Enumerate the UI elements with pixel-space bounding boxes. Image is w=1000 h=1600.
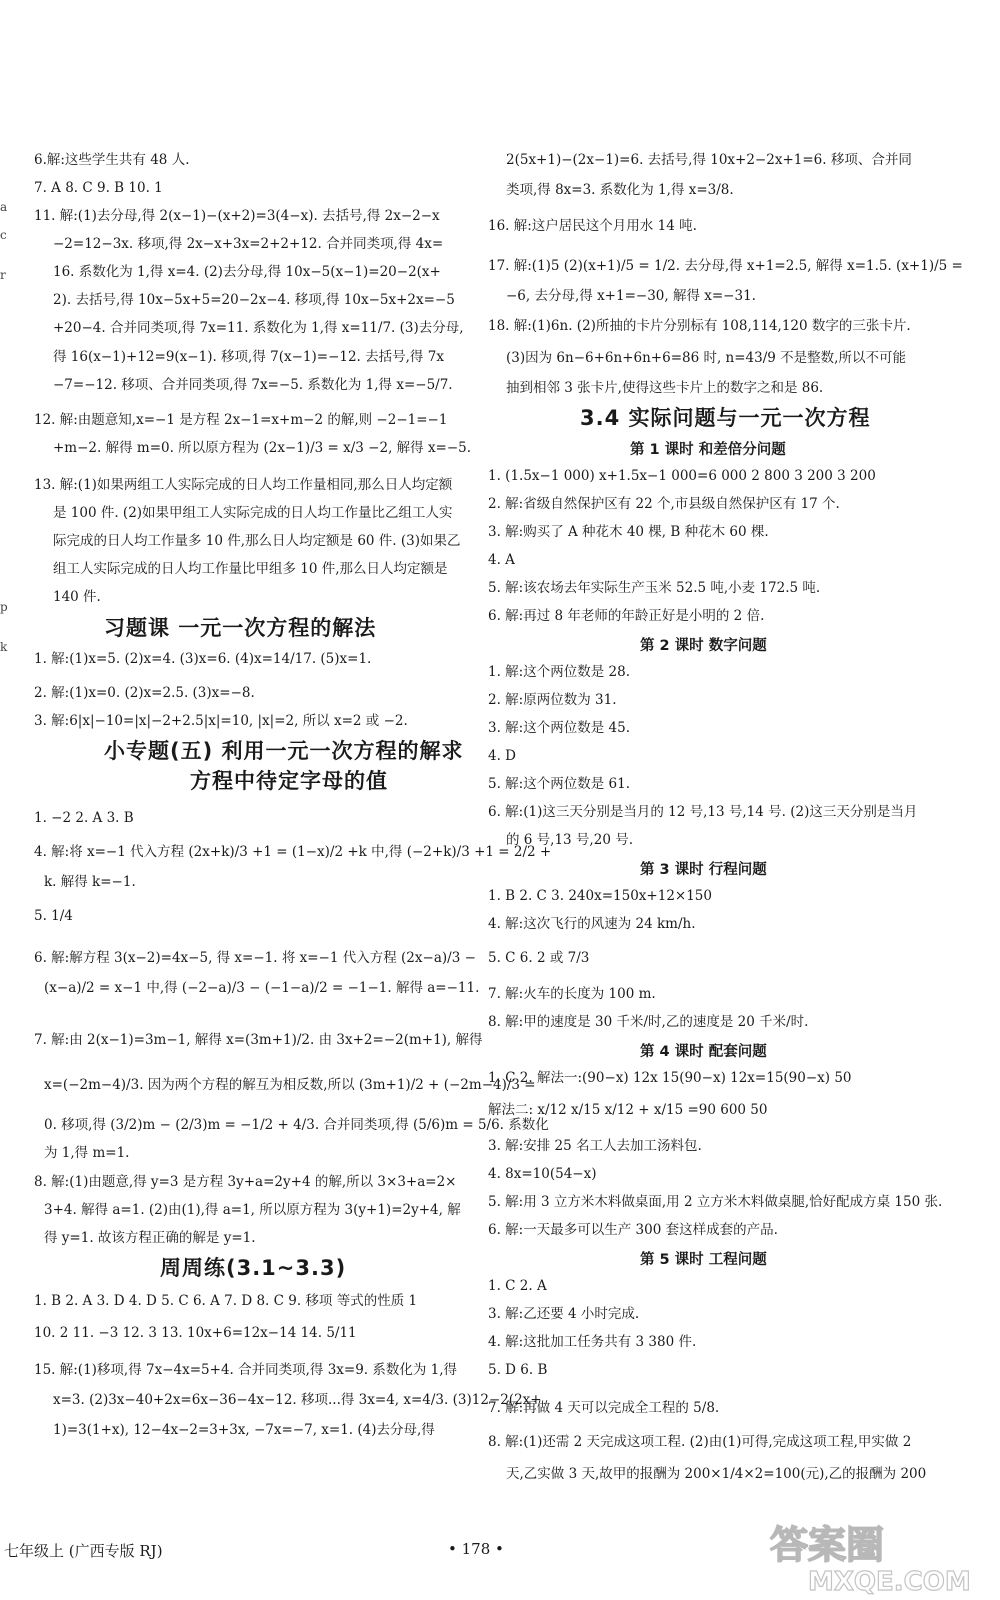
answer-line: 得 y=1. 故该方程正确的解是 y=1. (44, 1230, 256, 1246)
answer-line: 1. 解:这个两位数是 28. (488, 664, 630, 680)
answer-line: 7. A 8. C 9. B 10. 1 (34, 180, 163, 196)
edge-mark-3: r (0, 268, 6, 282)
answer-line: 1. B 2. A 3. D 4. D 5. C 6. A 7. D 8. C 9. 移项 等式的性质 1 (34, 1293, 418, 1309)
answer-line: 12. 解:由题意知,x=−1 是方程 2x−1=x+m−2 的解,则 −2−1=−1 (34, 412, 448, 428)
answer-line: 2. 解:原两位数为 31. (488, 692, 617, 708)
answer-line: 2). 去括号,得 10x−5x+5=20−2x−4. 移项,得 10x−5x+2x=−5 (53, 292, 455, 308)
answer-line: 3. 解:这个两位数是 45. (488, 720, 630, 736)
answer-line: 得 16(x−1)+12=9(x−1). 移项,得 7(x−1)=−12. 去括号,得 7x (53, 349, 444, 365)
answer-line: 7. 解:由 2(x−1)=3m−1, 解得 x=(3m+1)/2. 由 3x+2=−2(m+1), 解得 (34, 1032, 483, 1048)
edge-mark-4: p (0, 600, 8, 614)
answer-line: 天,乙实做 3 天,故甲的报酬为 200×1/4×2=100(元),乙的报酬为 200 (506, 1466, 927, 1482)
answer-line: 是 100 件. (2)如果甲组工人实际完成的日人均工作量比乙组工人实 (53, 505, 453, 521)
answer-line: 5. D 6. B (488, 1362, 548, 1378)
answer-line: 际完成的日人均工作量多 10 件,那么日人均定额是 60 件. (3)如果乙 (53, 533, 461, 549)
answer-line: 7. 解:再做 4 天可以完成全工程的 5/8. (488, 1400, 720, 1416)
answer-line: x=3. (2)3x−40+2x=6x−36−4x−12. 移项...得 3x=4, x=4/3. (3)12−2(2x+ (53, 1392, 542, 1408)
answer-line: 1. B 2. C 3. 240x=150x+12×150 (488, 888, 712, 904)
section-heading: 3.4 实际问题与一元一次方程 (580, 406, 871, 430)
section-heading: 小专题(五) 利用一元一次方程的解求 (104, 739, 464, 763)
section-heading: 方程中待定字母的值 (190, 769, 388, 793)
answer-line: 8. 解:(1)由题意,得 y=3 是方程 3y+a=2y+4 的解,所以 3×3+a=2× (34, 1174, 457, 1190)
answer-line: 3. 解:购买了 A 种花木 40 棵, B 种花木 60 棵. (488, 524, 769, 540)
answer-line: 1. 解:(1)x=5. (2)x=4. (3)x=6. (4)x=14/17. (5)x=1. (34, 651, 372, 667)
answer-line: 1. −2 2. A 3. B (34, 810, 134, 826)
answer-line: 8. 解:(1)还需 2 天完成这项工程. (2)由(1)可得,完成这项工程,甲实做 2 (488, 1434, 912, 1450)
footer-book-label: 七年级上 (广西专版 RJ) (4, 1542, 163, 1560)
answer-line: 2(5x+1)−(2x−1)=6. 去括号,得 10x+2−2x+1=6. 移项、合并同 (506, 152, 912, 168)
answer-line: 8. 解:甲的速度是 30 千米/时,乙的速度是 20 千米/时. (488, 1014, 809, 1030)
answer-line: 18. 解:(1)6n. (2)所抽的卡片分别标有 108,114,120 数字的三张卡片. (488, 318, 911, 334)
answer-line: 类项,得 8x=3. 系数化为 1,得 x=3/8. (506, 182, 734, 198)
answer-line: 4. 解:这次飞行的风速为 24 km/h. (488, 916, 696, 932)
answer-line: 1. C 2. A (488, 1278, 547, 1294)
answer-line: 为 1,得 m=1. (44, 1145, 130, 1161)
edge-mark-1: a (0, 200, 8, 214)
answer-line: 4. 解:这批加工任务共有 3 380 件. (488, 1334, 697, 1350)
answer-line: 6. 解:解方程 3(x−2)=4x−5, 得 x=−1. 将 x=−1 代入方程 (2x−a)/3 − (34, 950, 476, 966)
section-heading: 第 5 课时 工程问题 (640, 1252, 767, 1268)
section-heading: 第 3 课时 行程问题 (640, 862, 767, 878)
answer-line: k. 解得 k=−1. (44, 874, 136, 890)
section-heading: 习题课 一元一次方程的解法 (104, 616, 377, 640)
answer-line: 17. 解:(1)5 (2)(x+1)/5 = 1/2. 去分母,得 x+1=2.5, 解得 x=1.5. (x+1)/5 = (488, 258, 963, 274)
answer-line: 6. 解:一天最多可以生产 300 套这样成套的产品. (488, 1222, 778, 1238)
answer-line: 解法二: x/12 x/15 x/12 + x/15 =90 600 50 (488, 1102, 768, 1118)
answer-line: (3)因为 6n−6+6n+6n+6=86 时, n=43/9 不是整数,所以不可能 (506, 350, 906, 366)
answer-line: 0. 移项,得 (3/2)m − (2/3)m = −1/2 + 4/3. 合并同类项,得 (5/6)m = 5/6. 系数化 (44, 1117, 549, 1133)
answer-line: 5. 1/4 (34, 908, 73, 924)
answer-line: 6. 解:再过 8 年老师的年龄正好是小明的 2 倍. (488, 608, 765, 624)
answer-line: 11. 解:(1)去分母,得 2(x−1)−(x+2)=3(4−x). 去括号,得 2x−2−x (34, 208, 440, 224)
section-heading: 第 1 课时 和差倍分问题 (630, 442, 786, 458)
section-heading: 周周练(3.1~3.3) (160, 1256, 347, 1280)
answer-line: +20−4. 合并同类项,得 7x=11. 系数化为 1,得 x=11/7. (3)去分母, (53, 320, 464, 336)
answer-line: 5. 解:用 3 立方米木料做桌面,用 2 立方米木料做桌腿,恰好配成方桌 150 张. (488, 1194, 943, 1210)
section-heading: 第 2 课时 数字问题 (640, 638, 767, 654)
answer-line: 抽到相邻 3 张卡片,使得这些卡片上的数字之和是 86. (506, 380, 824, 396)
answer-line: 5. 解:这个两位数是 61. (488, 776, 630, 792)
answer-line: 1. C 2. 解法一:(90−x) 12x 15(90−x) 12x=15(90−x) 50 (488, 1070, 852, 1086)
answer-line: (x−a)/2 = x−1 中,得 (−2−a)/3 − (−1−a)/2 = −1−1. 解得 a=−11. (44, 980, 480, 996)
answer-line: 10. 2 11. −3 12. 3 13. 10x+6=12x−14 14. 5/11 (34, 1325, 357, 1341)
answer-line: 3. 解:6|x|−10=|x|−2+2.5|x|=10, |x|=2, 所以 x=2 或 −2. (34, 713, 408, 729)
answer-line: 3. 解:安排 25 名工人去加工汤料包. (488, 1138, 702, 1154)
watermark-logo-text: 答案圈 (770, 1523, 885, 1567)
answer-line: 组工人实际完成的日人均工作量比甲组多 10 件,那么日人均定额是 (53, 561, 448, 577)
answer-line: 13. 解:(1)如果两组工人实际完成的日人均工作量相同,那么日人均定额 (34, 477, 453, 493)
watermark-url: MXQE.COM (808, 1567, 971, 1595)
answer-line: 6. 解:(1)这三天分别是当月的 12 号,13 号,14 号. (2)这三天分别是当月 (488, 804, 918, 820)
answer-line: x=(−2m−4)/3. 因为两个方程的解互为相反数,所以 (3m+1)/2 + (−2m−4)/3 = (44, 1077, 536, 1093)
answer-line: −6, 去分母,得 x+1=−30, 解得 x=−31. (506, 288, 756, 304)
answer-line: +m−2. 解得 m=0. 所以原方程为 (2x−1)/3 = x/3 −2, 解得 x=−5. (53, 440, 472, 456)
answer-line: −2=12−3x. 移项,得 2x−x+3x=2+2+12. 合并同类项,得 4x= (53, 236, 444, 252)
answer-line: 4. 解:将 x=−1 代入方程 (2x+k)/3 +1 = (1−x)/2 +k 中,得 (−2+k)/3 +1 = 2/2 + (34, 844, 552, 860)
answer-line: 15. 解:(1)移项,得 7x−4x=5+4. 合并同类项,得 3x=9. 系数化为 1,得 (34, 1362, 458, 1378)
answer-line: 1. (1.5x−1 000) x+1.5x−1 000=6 000 2 800 3 200 3 200 (488, 468, 876, 484)
answer-line: 2. 解:省级自然保护区有 22 个,市县级自然保护区有 17 个. (488, 496, 840, 512)
answer-line: 3+4. 解得 a=1. (2)由(1),得 a=1, 所以原方程为 3(y+1)=2y+4, 解 (44, 1202, 461, 1218)
answer-line: 的 6 号,13 号,20 号. (506, 832, 633, 848)
answer-line: 5. 解:该农场去年实际生产玉米 52.5 吨,小麦 172.5 吨. (488, 580, 821, 596)
answer-line: 6.解:这些学生共有 48 人. (34, 152, 190, 168)
answer-line: 4. 8x=10(54−x) (488, 1166, 597, 1182)
answer-line: 7. 解:火车的长度为 100 m. (488, 986, 656, 1002)
answer-line: 5. C 6. 2 或 7/3 (488, 950, 590, 966)
answer-line: 4. A (488, 552, 515, 568)
answer-line: 2. 解:(1)x=0. (2)x=2.5. (3)x=−8. (34, 685, 255, 701)
answer-line: 3. 解:乙还要 4 小时完成. (488, 1306, 640, 1322)
answer-line: 16. 系数化为 1,得 x=4. (2)去分母,得 10x−5(x−1)=20−2(x+ (53, 264, 441, 280)
answer-line: 16. 解:这户居民这个月用水 14 吨. (488, 218, 697, 234)
answer-line: 4. D (488, 748, 516, 764)
edge-mark-5: k (0, 640, 8, 654)
answer-line: 1)=3(1+x), 12−4x−2=3+3x, −7x=−7, x=1. (4)去分母,得 (53, 1422, 435, 1438)
section-heading: 第 4 课时 配套问题 (640, 1044, 767, 1060)
answer-line: −7=−12. 移项、合并同类项,得 7x=−5. 系数化为 1,得 x=−5/7. (53, 377, 453, 393)
edge-mark-2: c (0, 228, 7, 242)
answer-line: 140 件. (53, 589, 101, 605)
watermark-logo (760, 1510, 990, 1595)
page-number: • 178 • (448, 1540, 504, 1558)
